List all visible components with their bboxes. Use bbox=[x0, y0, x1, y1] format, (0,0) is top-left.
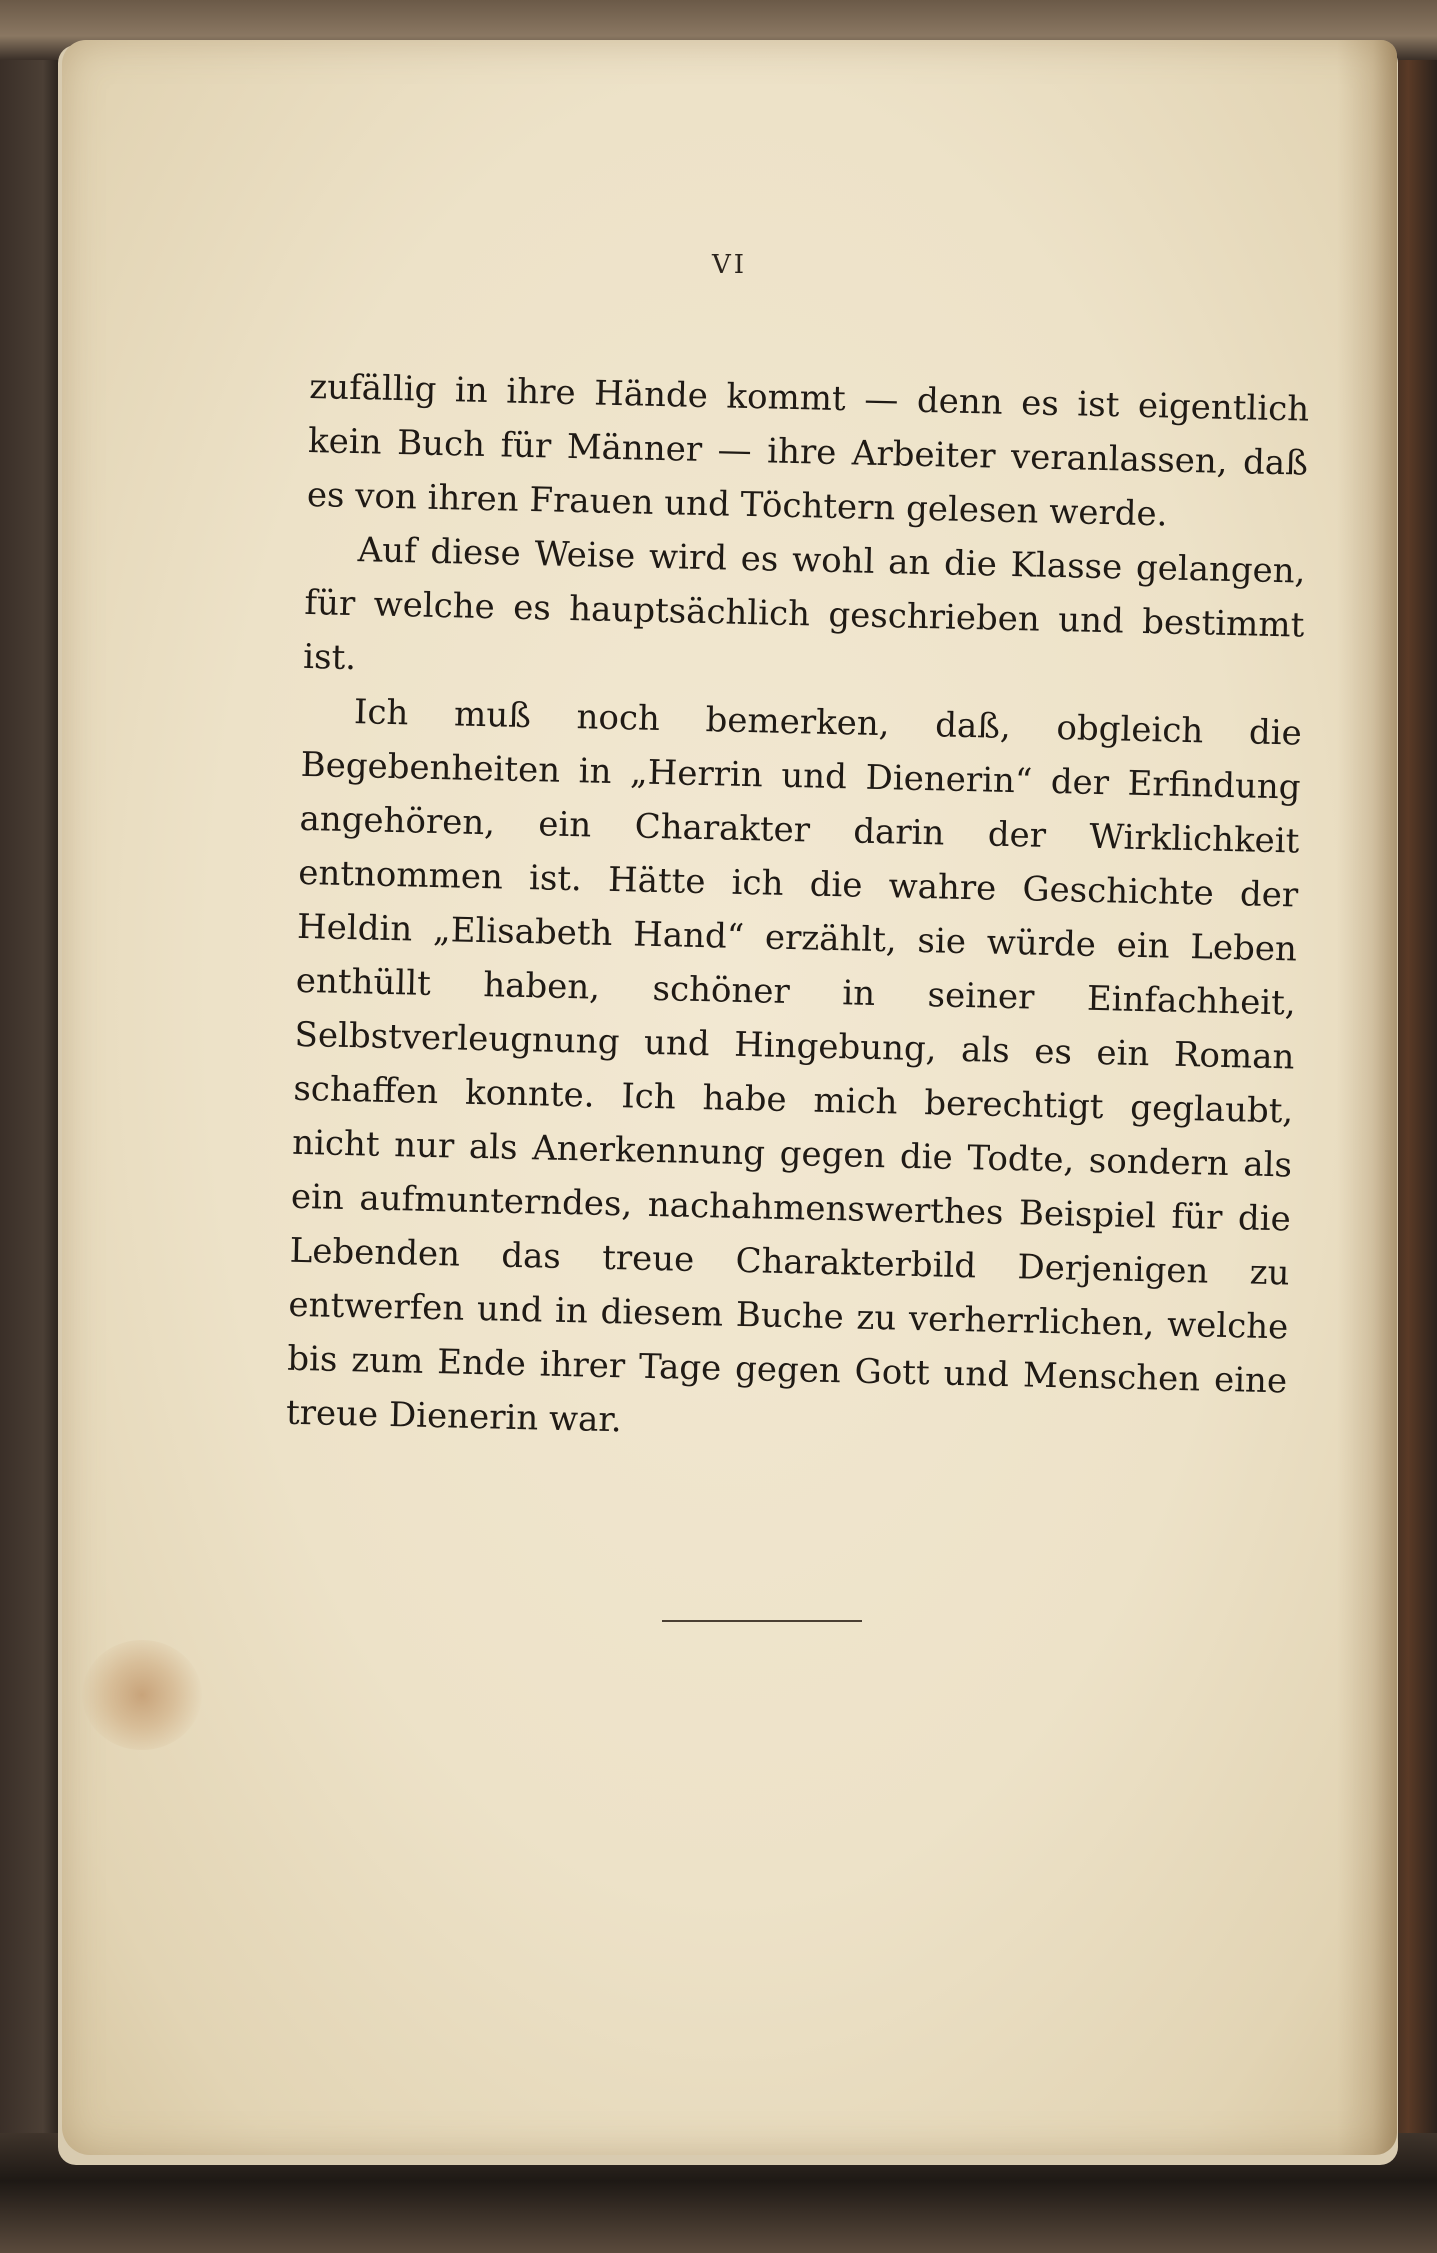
section-divider-rule bbox=[662, 1620, 862, 1622]
page-shadow bbox=[1337, 40, 1397, 2155]
foxing-stain bbox=[82, 1640, 202, 1750]
paragraph-2: Auf diese Weise wird es wohl an die Klasse gelangen, für welche es hauptsächlich geschrieben und bestimmt ist. bbox=[302, 530, 1306, 679]
page-number: VI bbox=[711, 250, 748, 280]
paragraph-3: Ich muß noch bemerken, daß, obgleich die Begebenheiten in „Herrin und Dienerin“ der Erfindung angehören, ein Charakter darin der Wirklichkeit entnommen ist. Hätte ich die wahre Geschichte der Heldin „Elisabeth Hand“ erzählt, sie würde ein Leben enthüllt haben, schöner in seiner Einfachheit, Selbstverleugnung und Hingebung, als es ein Roman schaffen konnte. Ich habe mich berechtigt geglaubt, nicht nur als Anerkennung gegen die Todte, sondern als ein aufmunterndes, nachahmenswerthes Beispiel für die Lebenden das treue Charakterbild Derjenigen zu entwerfen und in diesem Buche zu verherrlichen, welche bis zum Ende ihrer Tage gegen Gott und Menschen eine treue Dienerin war. bbox=[285, 692, 1303, 1441]
body-text bbox=[285, 360, 1309, 1462]
paragraph-1: zufällig in ihre Hände kommt — denn es ist eigentlich kein Buch für Männer — ihre Arbeiter veranlassen, daß es von ihren Frauen und Töchtern gelesen werde. bbox=[306, 366, 1310, 535]
book-page bbox=[62, 40, 1397, 2155]
